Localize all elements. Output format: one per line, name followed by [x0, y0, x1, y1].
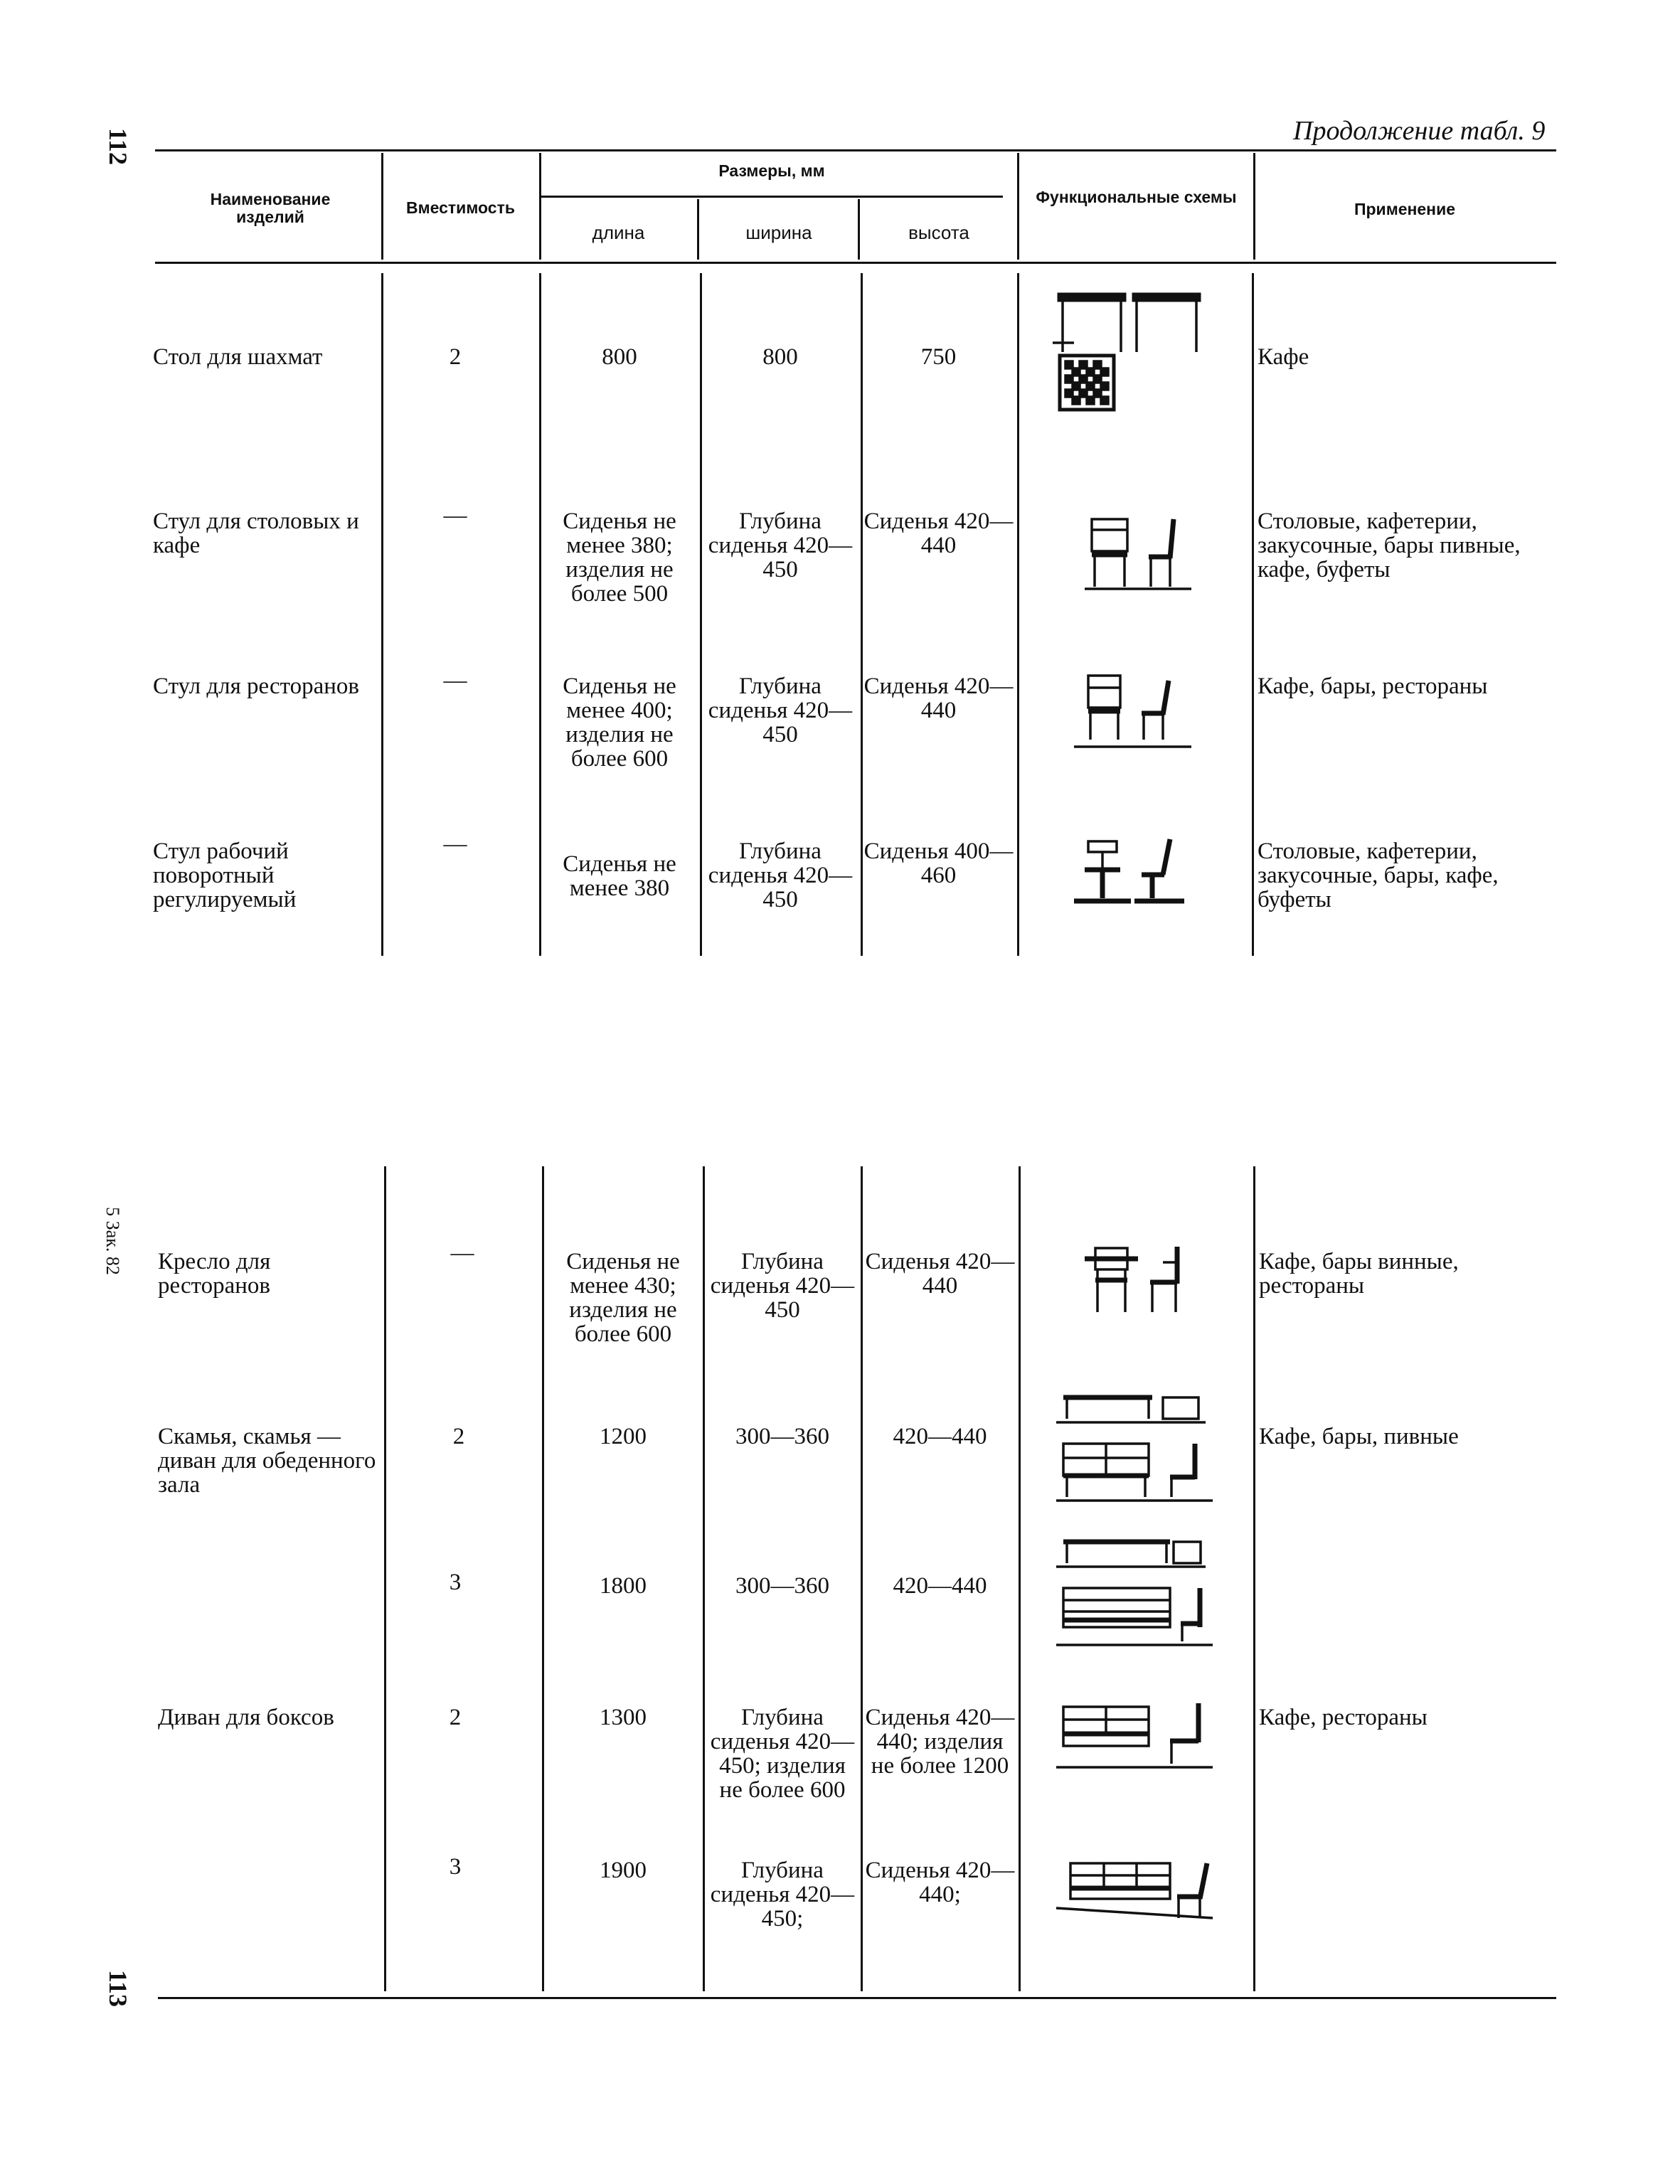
header-schemes: Функциональные схемы — [1036, 188, 1237, 206]
cell-height: Сиденья 420—440 — [863, 508, 1014, 558]
cell-application: Кафе, рестораны — [1259, 1705, 1428, 1730]
column-divider — [384, 1166, 386, 1991]
header-height: высота — [908, 222, 969, 243]
header-bottom-rule — [155, 262, 1556, 264]
cell-width: Глубина сиденья 420—450 — [710, 1249, 855, 1323]
cell-width: 300—360 — [735, 1424, 829, 1449]
cell-length: Сиденья не менее 380; изделия не более 500 — [563, 508, 676, 607]
cell-capacity: — — [443, 668, 467, 693]
box-sofa-3-icon — [1049, 1853, 1220, 1938]
cell-name: Стол для шахмат — [153, 344, 323, 370]
cell-name: Стул для ресторанов — [153, 673, 360, 699]
cell-capacity: — — [443, 503, 467, 528]
cell-height: 420—440 — [893, 1424, 987, 1449]
cell-height: 750 — [920, 344, 957, 370]
table-bottom-rule — [158, 1997, 1556, 1999]
cell-application: Кафе, бары, рестораны — [1258, 673, 1488, 699]
cell-name: Кресло для ресторанов — [158, 1249, 271, 1299]
cell-length: Сиденья не менее 400; изделия не более 600 — [563, 673, 676, 772]
cell-application: Столовые, кафетерии, закусочные, бары, кафе, буфеты — [1258, 838, 1499, 912]
cell-capacity: 3 — [449, 1570, 462, 1595]
cell-height: 420—440 — [893, 1573, 987, 1599]
cell-capacity: — — [443, 831, 467, 857]
cell-length: 1300 — [600, 1705, 647, 1730]
header-divider — [381, 153, 383, 260]
column-divider — [1253, 1166, 1255, 1991]
chair-icon — [1070, 516, 1213, 601]
header-divider — [697, 199, 699, 260]
swivel-chair-icon — [1063, 836, 1206, 914]
armchair-icon — [1070, 1241, 1213, 1319]
header-divider — [1253, 153, 1255, 260]
cell-width: Глубина сиденья 420—450 — [708, 508, 853, 582]
chess-table-icon — [1053, 284, 1209, 412]
left-page-number: 112 — [104, 127, 133, 166]
cell-application: Кафе — [1258, 344, 1309, 370]
cell-length: Сиденья не менее 380 — [563, 851, 676, 901]
cell-width: Глубина сиденья 420—450 — [708, 673, 853, 747]
header-sizes: Размеры, мм — [718, 161, 825, 180]
cell-length: 1800 — [600, 1573, 647, 1599]
column-divider — [1252, 273, 1254, 956]
cell-width: Глубина сиденья 420—450 — [708, 838, 853, 912]
cell-length: 800 — [602, 344, 637, 370]
box-sofa-2-icon — [1049, 1700, 1220, 1792]
cell-capacity: 2 — [449, 1705, 462, 1730]
header-application: Применение — [1354, 200, 1456, 218]
right-page-number: 113 — [104, 1969, 133, 2008]
cell-length: 1200 — [600, 1424, 647, 1449]
column-divider — [1019, 1166, 1021, 1991]
cell-name: Стул рабочий поворотный регулируемый — [153, 838, 297, 912]
cell-application: Кафе, бары, пивные — [1259, 1424, 1459, 1449]
column-divider — [381, 273, 383, 956]
cell-width: Глубина сиденья 420—450; изделия не более 600 — [710, 1705, 855, 1803]
column-divider — [539, 273, 541, 956]
header-capacity: Вместимость — [406, 198, 515, 217]
header-divider — [1017, 153, 1019, 260]
print-order-note: 5 Зак. 82 — [102, 1207, 123, 1275]
cell-name: Диван для боксов — [158, 1705, 334, 1730]
bench-3-icon — [1049, 1535, 1220, 1656]
table-caption: Продолжение табл. 9 — [1293, 116, 1546, 146]
cell-width: Глубина сиденья 420—450; — [710, 1858, 855, 1932]
header-width: ширина — [745, 222, 812, 243]
cell-height: Сиденья 420—440; — [865, 1858, 1015, 1907]
cell-capacity: — — [450, 1240, 474, 1266]
column-divider — [700, 273, 702, 956]
header-top-rule — [155, 149, 1556, 151]
cell-length: Сиденья не менее 430; изделия не более 600 — [566, 1249, 680, 1347]
cell-name: Скамья, скамья — диван для обеденного зала — [158, 1424, 376, 1498]
column-divider — [1017, 273, 1019, 956]
bench-2-icon — [1049, 1390, 1220, 1511]
column-divider — [861, 1166, 863, 1991]
column-divider — [542, 1166, 544, 1991]
restaurant-chair-icon — [1070, 672, 1213, 757]
cell-name: Стул для столовых и кафе — [153, 508, 359, 558]
cell-length: 1900 — [600, 1858, 647, 1883]
cell-capacity: 3 — [449, 1854, 462, 1880]
cell-width: 800 — [762, 344, 798, 370]
cell-height: Сиденья 420—440 — [863, 673, 1014, 723]
cell-height: Сиденья 420—440 — [865, 1249, 1015, 1299]
cell-height: Сиденья 420—440; изделия не более 1200 — [865, 1705, 1015, 1779]
cell-capacity: 2 — [452, 1424, 465, 1449]
cell-height: Сиденья 400—460 — [863, 838, 1014, 888]
cell-application: Кафе, бары винные, рестораны — [1259, 1249, 1459, 1299]
cell-capacity: 2 — [449, 344, 462, 370]
sizes-sub-rule — [541, 196, 1003, 198]
header-divider — [858, 199, 860, 260]
cell-width: 300—360 — [735, 1573, 829, 1599]
column-divider — [703, 1166, 705, 1991]
header-length: длина — [592, 222, 645, 243]
cell-application: Столовые, кафетерии, закусочные, бары пивные, кафе, буфеты — [1258, 508, 1521, 582]
header-name: Наименование изделий — [210, 190, 331, 226]
